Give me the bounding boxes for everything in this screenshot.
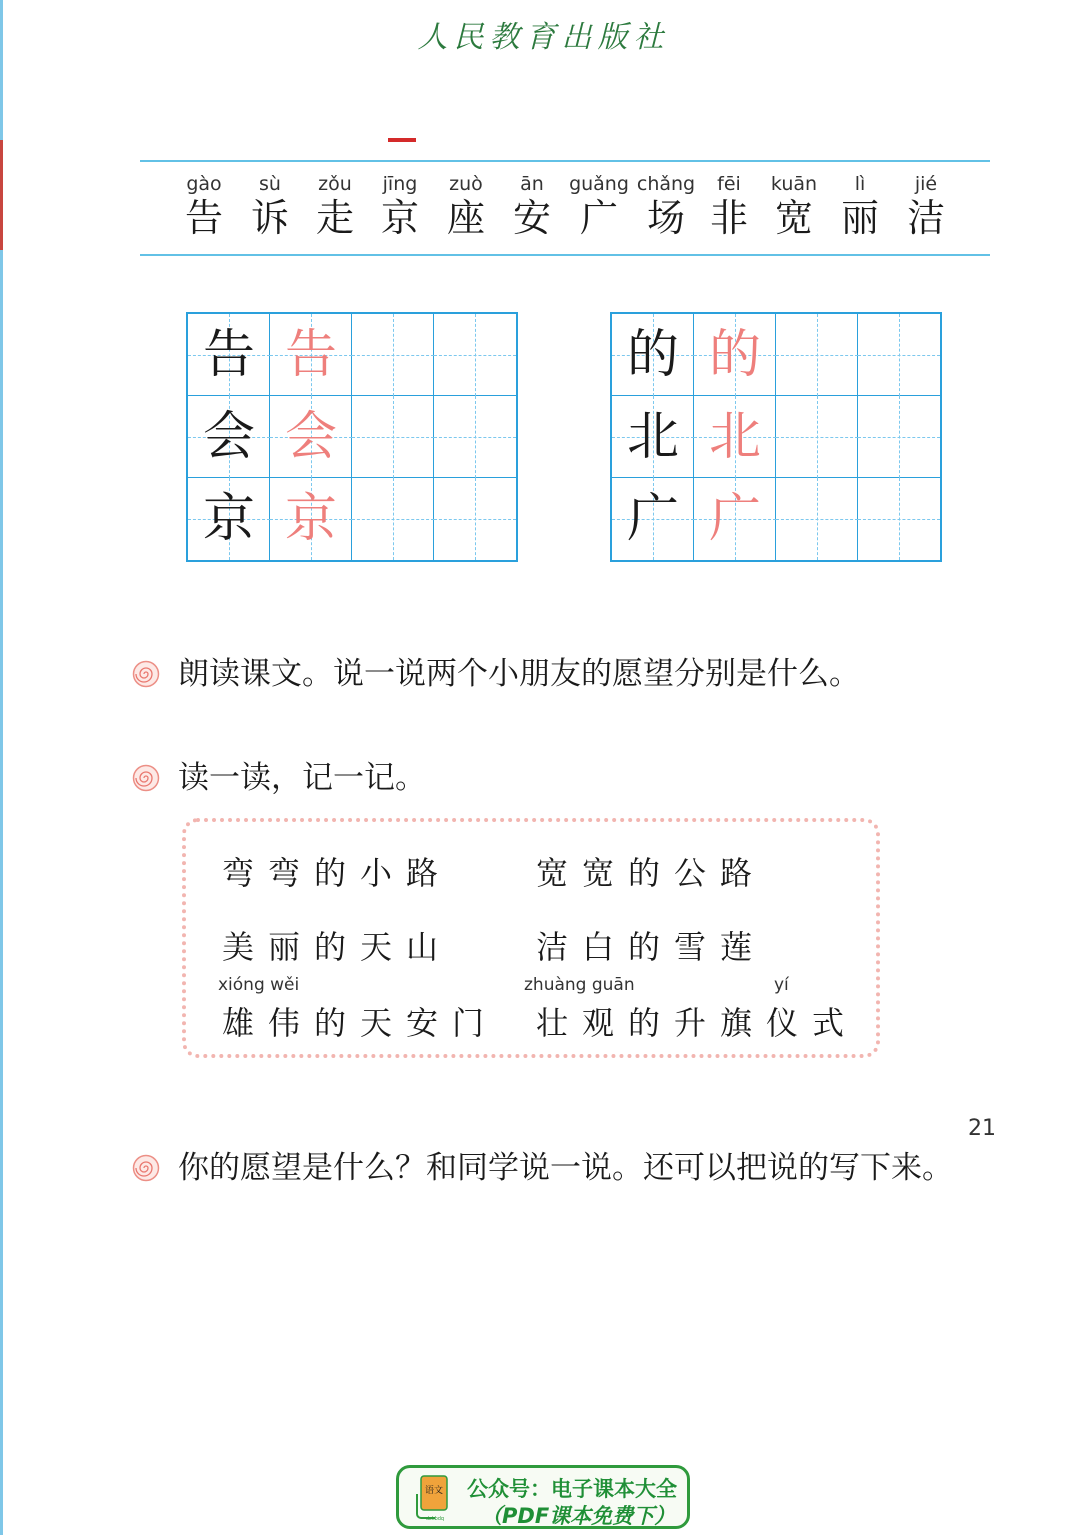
phrase: 弯弯的小路 [222, 854, 453, 892]
vocab-hanzi: 诉 [250, 196, 289, 240]
vocab-hanzi: 丽 [840, 196, 879, 240]
grid-cell [694, 478, 776, 560]
vocab-item [508, 162, 556, 240]
grid-cell-empty [776, 314, 858, 396]
badge-line1: 公众号：电子课本大全 [467, 1477, 677, 1501]
vocab-hanzi: 场 [646, 196, 685, 240]
phrase: 雄伟的天安门 [222, 1004, 499, 1042]
writing-grid-right [610, 312, 942, 562]
phrase: 宽宽的公路 [536, 854, 767, 892]
phrase: 洁白的雪莲 [536, 928, 767, 966]
grid-cell [694, 396, 776, 478]
textbook-icon [413, 1474, 451, 1522]
grid-cell [188, 314, 270, 396]
textbook-icon-label: 语文 [424, 1486, 444, 1496]
phrase-pinyin: xióng wěi [218, 975, 300, 995]
page-number: 21 [968, 1116, 996, 1141]
grid-cell [270, 396, 352, 478]
model-character: 告 [202, 325, 255, 385]
grid-cell-empty [434, 478, 516, 560]
task-your-wish [132, 1142, 953, 1187]
vocab-hanzi: 宽 [774, 196, 813, 240]
vocab-hanzi: 安 [512, 196, 551, 240]
textbook-icon-caption: dzkbdq [425, 1516, 445, 1522]
vocab-pinyin: jīng [382, 173, 418, 195]
grid-cell-empty [352, 314, 434, 396]
spiral-bullet-icon [132, 1154, 160, 1182]
vocab-item [836, 162, 884, 240]
phrase-pinyin: zhuàng guān [524, 975, 635, 995]
grid-cell [612, 478, 694, 560]
trace-character: 京 [284, 489, 337, 549]
vocab-hanzi: 洁 [906, 196, 945, 240]
vocab-hanzi: 广 [579, 196, 618, 240]
grid-cell [612, 314, 694, 396]
badge-line2: （PDF课本免费下） [481, 1504, 676, 1528]
trace-character: 会 [284, 407, 337, 467]
grid-cell [694, 314, 776, 396]
vocab-pinyin: kuān [770, 173, 818, 195]
vocabulary-band [140, 160, 990, 256]
vocab-hanzi: 告 [184, 196, 223, 240]
wechat-badge[interactable] [396, 1465, 690, 1529]
spiral-bullet-icon [132, 660, 160, 688]
task-text: 朗读课文。说一说两个小朋友的愿望分别是什么。 [178, 656, 860, 692]
vocab-item [564, 162, 634, 240]
vocab-item [631, 162, 701, 240]
spiral-bullet-icon [132, 764, 160, 792]
grid-cell [188, 396, 270, 478]
vocab-pinyin: zǒu [318, 173, 352, 195]
phrase: 壮观的升旗仪式 [536, 1004, 859, 1042]
vocab-hanzi: 非 [709, 196, 748, 240]
grid-cell-empty [776, 396, 858, 478]
phrase: 美丽的天山 [222, 928, 453, 966]
grid-cell-empty [858, 478, 940, 560]
grid-cell-empty [858, 396, 940, 478]
task-read-remember [132, 752, 426, 797]
vocab-item [705, 162, 753, 240]
section-red-mark [388, 138, 416, 142]
grid-cell-empty [858, 314, 940, 396]
vocab-item [770, 162, 818, 240]
page-edge-red-mark [0, 140, 3, 250]
vocab-item [311, 162, 359, 240]
publisher-watermark: 人民教育出版社 [417, 20, 670, 55]
grid-cell [270, 478, 352, 560]
grid-cell [270, 314, 352, 396]
vocab-pinyin: chǎng [636, 173, 696, 195]
vocab-item [902, 162, 950, 240]
vocab-item [180, 162, 228, 240]
task-read-aloud [132, 648, 860, 693]
trace-character: 的 [708, 325, 761, 385]
vocab-pinyin: ān [520, 173, 544, 195]
grid-cell-empty [776, 478, 858, 560]
phrase-box [182, 818, 880, 1058]
grid-cell-empty [352, 396, 434, 478]
model-character: 京 [202, 489, 255, 549]
grid-cell-empty [434, 396, 516, 478]
vocab-pinyin: sù [259, 173, 281, 195]
vocab-pinyin: lì [854, 173, 866, 195]
grid-cell-empty [434, 314, 516, 396]
trace-character: 告 [284, 325, 337, 385]
vocab-pinyin: zuò [449, 173, 483, 195]
vocab-pinyin: fēi [717, 173, 741, 195]
writing-grid-left [186, 312, 518, 562]
vocab-hanzi: 京 [380, 196, 419, 240]
model-character: 北 [626, 407, 679, 467]
trace-character: 广 [708, 489, 761, 549]
vocab-hanzi: 座 [446, 196, 485, 240]
task-text: 你的愿望是什么？和同学说一说。还可以把说的写下来。 [178, 1150, 953, 1186]
vocab-item [442, 162, 490, 240]
vocab-item [246, 162, 294, 240]
vocab-hanzi: 走 [315, 196, 354, 240]
task-text: 读一读，记一记。 [178, 760, 426, 796]
phrase-pinyin: yí [774, 975, 789, 995]
model-character: 会 [202, 407, 255, 467]
vocab-pinyin: gào [186, 173, 222, 195]
grid-cell [188, 478, 270, 560]
grid-cell-empty [352, 478, 434, 560]
model-character: 的 [626, 325, 679, 385]
vocab-pinyin: jié [914, 173, 938, 195]
model-character: 广 [626, 489, 679, 549]
vocab-pinyin: guǎng [569, 173, 629, 195]
trace-character: 北 [708, 407, 761, 467]
grid-cell [612, 396, 694, 478]
vocab-item [376, 162, 424, 240]
